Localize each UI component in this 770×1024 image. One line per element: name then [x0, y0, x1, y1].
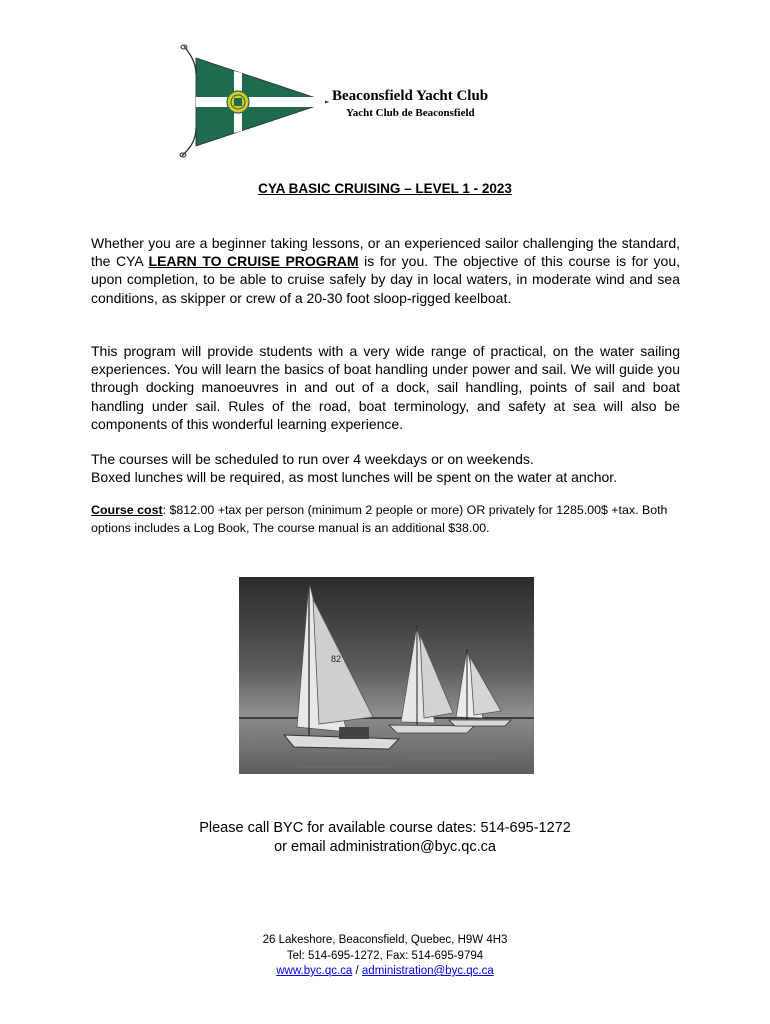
- contact-call-line: Please call BYC for available course dates: 514-695-1272: [199, 820, 571, 836]
- footer-links: [0, 964, 770, 980]
- sailboats-photo: [239, 577, 534, 774]
- intro-paragraph: Whether you are a beginner taking lessons, or an experienced sailor challenging the standard, the CYA LEARN TO CRUISE PROGRAM is for you. The objective of this course is for you, upon completion, to be able to cruise safely by day in local waters, in moderate wind and sea conditions, as skipper or crew of a 20-30 foot sloop-rigged keelboat.: [91, 235, 681, 306]
- course-cost-paragraph: Course cost: $812.00 +tax per person (minimum 2 people or more) OR privately for 1285.00$ +tax. Both options includes a Log Book, The course manual is an additional $38.00.: [91, 503, 668, 535]
- schedule-line-1: The courses will be scheduled to run over 4 weekdays or on weekends.: [91, 451, 534, 467]
- club-burgee-logo: [178, 42, 338, 162]
- schedule-line-2: Boxed lunches will be required, as most lunches will be spent on the water at anchor.: [91, 469, 618, 485]
- club-name: Beaconsfield Yacht Club: [332, 88, 489, 104]
- course-cost-label: Course cost: [91, 503, 163, 517]
- document-title: CYA BASIC CRUISING – LEVEL 1 - 2023: [258, 181, 512, 196]
- program-paragraph: This program will provide students with a very wide range of practical, on the water sailing experiences. You will learn the basics of boat handling under power and sail. We will guide you through docking manoeuvres in and out of a dock, sail handling, points of sail and boat handling under sail. Rules of the road, boat terminology, and safety at sea will also be components of this wonderful learning experience.: [91, 343, 680, 432]
- program-name: LEARN TO CRUISE PROGRAM: [148, 253, 359, 270]
- club-name-french: Yacht Club de Beaconsfield: [346, 107, 475, 119]
- email-link[interactable]: administration@byc.qc.ca: [361, 965, 494, 977]
- contact-email-line: or email administration@byc.qc.ca: [274, 839, 496, 855]
- website-link[interactable]: www.byc.qc.ca: [276, 965, 353, 977]
- sail-number: 82: [331, 654, 342, 664]
- footer-phones: Tel: 514-695-1272, Fax: 514-695-9794: [286, 950, 484, 962]
- footer-address: 26 Lakeshore, Beaconsfield, Quebec, H9W 4H3: [262, 934, 508, 946]
- footer-separator: /: [352, 965, 362, 977]
